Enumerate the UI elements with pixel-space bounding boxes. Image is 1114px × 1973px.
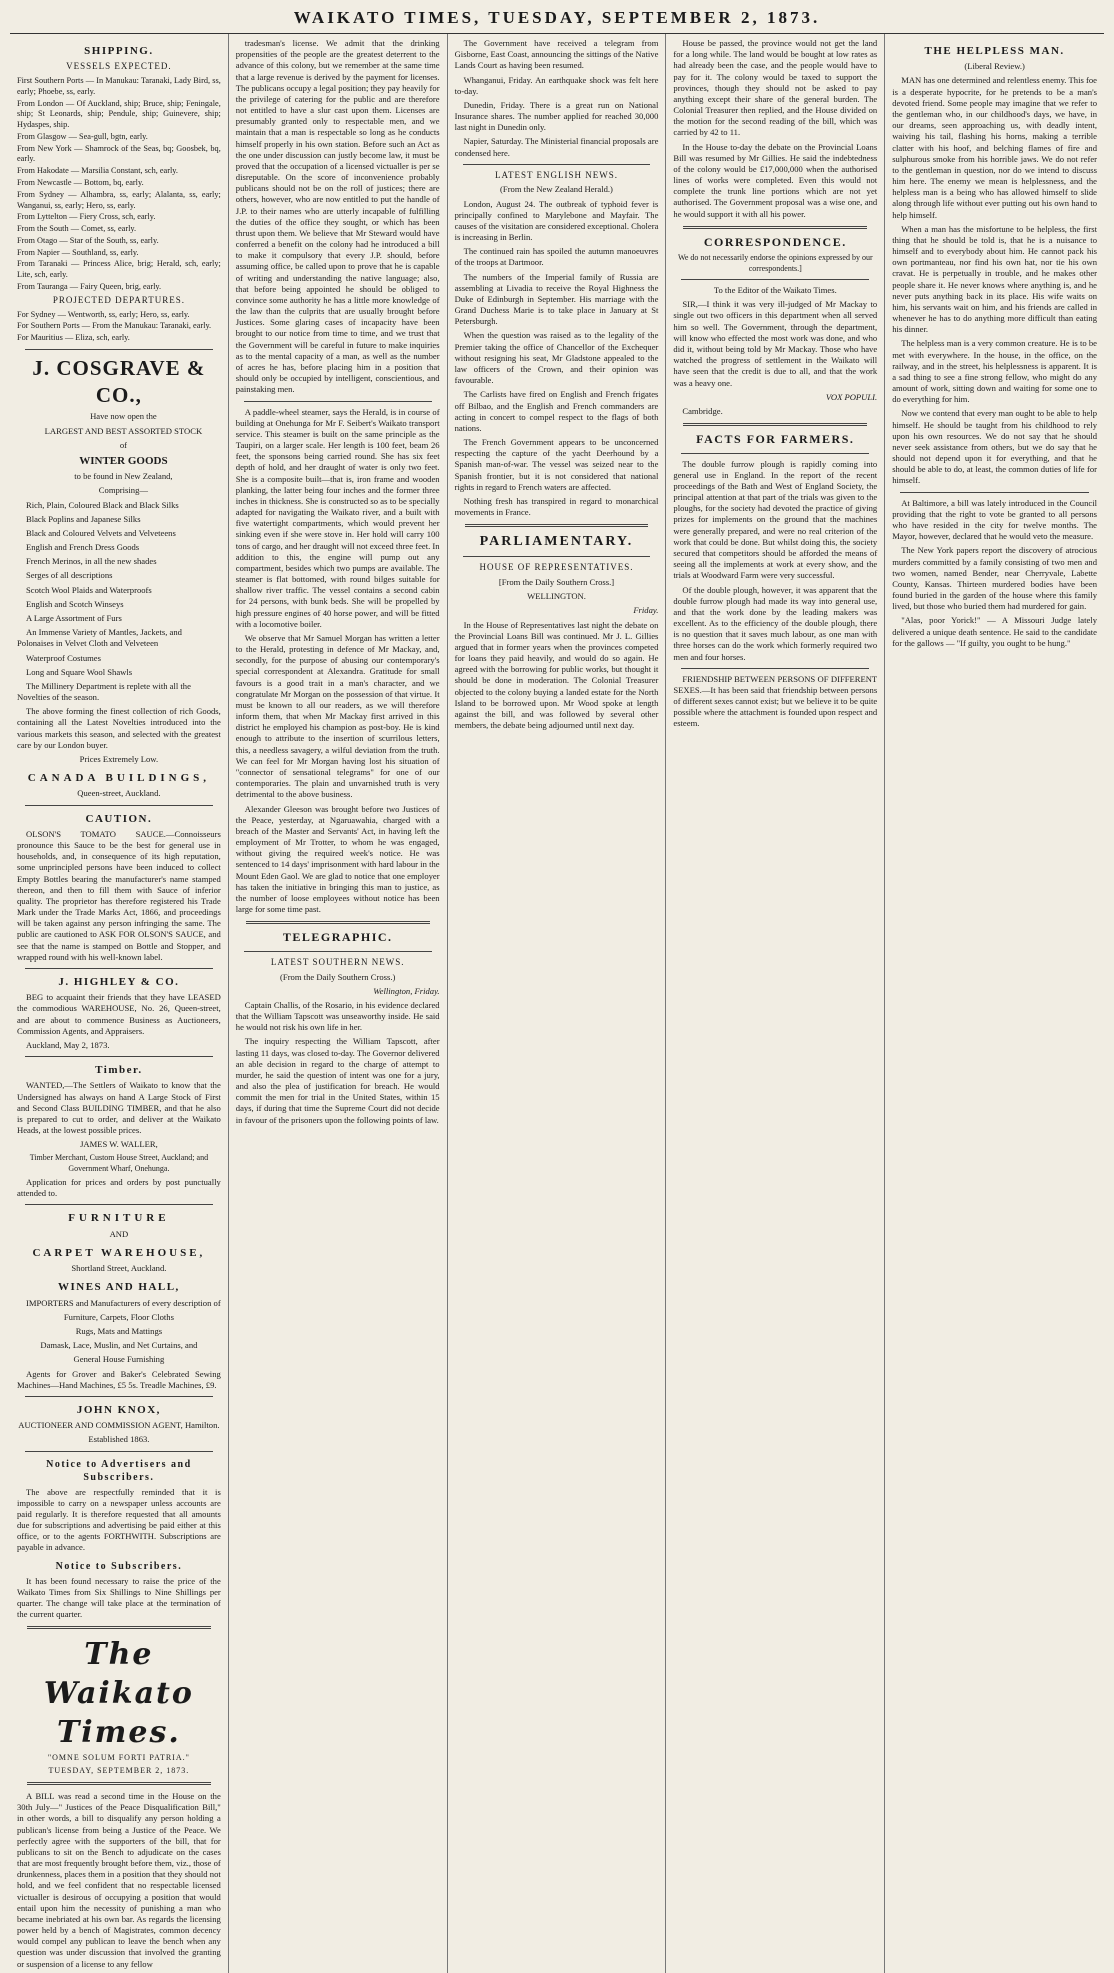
latest-english-heading: LATEST ENGLISH NEWS. [494, 169, 619, 180]
masthead: WAIKATO TIMES, TUESDAY, SEPTEMBER 2, 1873. [10, 8, 1104, 34]
parliament-paragraph: In the House to-day the debate on the Provincial Loans Bill was resumed by Mr Gillies. He said the indebtedness of the colony would be £17,000,000 when the authorised lines of works were completed. Even this would not complete the trunk line portions which are not yet authorised. The Government proposal was a wise one, and he would support it with all his power. [673, 141, 878, 219]
notice-subscribers-heading: Notice to Subscribers. [55, 1560, 183, 1572]
vessel-entry: From the South — Comet, ss, early. [17, 224, 137, 234]
column-3 [448, 34, 667, 1973]
highley-text: BEG to acquaint their friends that they have LEASED the commodious WAREHOUSE, No. 26, Queen-street, and are about to commence Business as Auctioneers, Commission Agents, and Appraisers. [17, 992, 221, 1036]
divider [683, 226, 867, 229]
vessels-list [17, 76, 221, 293]
furniture-and: AND [109, 1228, 129, 1239]
divider [25, 1056, 213, 1057]
vessel-entry: From Glasgow — Sea-gull, bgtn, early. [17, 131, 148, 141]
correspondence-note: We do not necessarily endorse the opinions expressed by our correspondents.] [677, 253, 873, 273]
timber-heading: Timber. [95, 1064, 143, 1077]
divider [246, 921, 430, 924]
wines-item: Damask, Lace, Muslin, and Net Curtains, and [40, 1340, 198, 1351]
vessel-entry: From Tauranga — Fairy Queen, brig, early. [17, 282, 162, 292]
advert-line: Have now open the [90, 411, 157, 422]
divider [25, 805, 213, 806]
divider [25, 1451, 213, 1452]
source-line: (From the Daily Southern Cross.) [280, 971, 396, 982]
departure-entry: For Sydney — Wentworth, ss, early; Hero, ss, early. [17, 309, 190, 319]
notice-advertisers-text: The above are respectfully reminded that it is impossible to carry on a newspaper unless accounts are paid regularly. It is therefore requested that all amounts due for subscriptions and advertising be paid either at this office, or to the agents FORTHWITH. Subscriptions are payable in advance. [17, 1486, 221, 1553]
article-paragraph: Now we contend that every man ought to be able to help himself. He should be taught from his childhood to rely upon his own resources. We do not say that he should never seek assistance from others, but we do say that he should not depend upon it for everything, and that he should be able to do, at least, the common duties of life for himself. [892, 408, 1097, 486]
vessel-entry: From Napier — Southland, ss, early. [17, 247, 139, 257]
divider [25, 349, 213, 350]
knox-text: AUCTIONEER AND COMMISSION AGENT, Hamilton. [18, 1420, 220, 1431]
editorial-paragraph: tradesman's license. We admit that the drinking propensities of the people are the greatest deterrent to the advance of this colony, but we remember at the same time that a large revenue is derived by the payment for licenses. The publicans occupy a legal position; they pay heavily for the privilege of catering for the public and are therefore not entitled to have a slur cast upon them. Licenses are presumably granted only to respectable men, and we maintain that a man is respectable so long as he conducts himself properly in his own station. Before such an Act as the one under discussion can justly become law, it must be proved that the occupation of a licensed victualler is per se disreputable. On the score of inconvenience probably publicans should not be on the roll of justices; there are others, however, who are now entitled to put the handle of J.P. to their names who are utterly incapable of fulfilling the duties of the office they sought, or which has been thrust upon them. We believe that Mr Steward would have conferred a benefit on the colony had he introduced a bill to make it compulsory that every J.P. should, before assuming office, be called upon to prove that he is capable of writing and understanding the native language; also, that before being appointed he should be obliged to convince some authority he has a little more knowledge of the law than the culprits that are usually brought before Justices. Some glaring cases of incapacity have been brought to our notice from time to time, and we trust that the Government will be careful in future to make inquiries as to the mental capacity of a man, as well as the number of acres he has, before placing him in a position that should only be occupied by intelligent, conscientious, and painstaking men. [235, 38, 440, 395]
divider [27, 1626, 211, 1629]
departure-entry: For Southern Ports — From the Manukau: Taranaki, early. [17, 321, 212, 331]
house-heading: HOUSE OF REPRESENTATIVES. [479, 562, 634, 573]
departures-list [17, 310, 221, 344]
vessel-entry: First Southern Ports — In Manukau: Taranaki, Lady Bird, ss, early; Phoebe, ss, early. [17, 75, 221, 96]
notice-advertisers-heading: Notice to Advertisers and Subscribers. [46, 1458, 192, 1483]
dateline: Wellington, Friday. [373, 985, 440, 996]
column-1 [10, 34, 229, 1973]
divider [463, 556, 651, 557]
english-news-paragraph: London, August 24. The outbreak of typhoid fever is principally confined to Marylebone and Mayfair. The causes of the visitation are considered exceptional. Cholera is increasing in Berlin. [454, 198, 659, 243]
vessel-entry: From Taranaki — Princess Alice, brig; Herald, sch, early; Lite, sch, early. [17, 259, 221, 280]
correspondence-heading: CORRESPONDENCE. [703, 234, 847, 249]
cosgrave-note: The above forming the finest collection of rich Goods, containing all the Latest Novelties introduced into the various markets this season, and selected with the greatest care by our London buyer. [17, 706, 221, 750]
advert-line: An Immense Variety of Mantles, Jackets, and Polonaises in Velvet Cloth and Velveteen [17, 627, 182, 649]
advert-line: of [119, 439, 127, 450]
vessel-entry: From Lyttelton — Fiery Cross, sch, early. [17, 212, 156, 222]
editorial-paragraph: A BILL was read a second time in the House on the 30th July—" Justices of the Peace Disqualification Bill," in other words, a bill to disqualify any person holding a publican's license from being a Justice of the Peace. We perfectly agree with the supporters of the bill, that for publicans to sit on the Bench to adjudicate on the cases that are most frequently brought before them, viz., those of drunkenness, places them in a position that they should not hold, and we feel confident that no respectable licensed victualler is desirous of occupying a position that would entail upon him the necessity of punishing a man who became inebriated at his own bar. As regards the licensing power held by a bench of Magistrates, common decency would compel any publican to leave the bench when any question was under discussion that involved the granting or suspension of a license to any fellow [17, 1791, 221, 1969]
english-news-paragraph: The numbers of the Imperial family of Russia are assembling at Livadia to receive the Royal Highness the Duke of Edinburgh in September. His marriage with the Grand Duchess Marie is to take place in January at St Petersburgh. [454, 271, 659, 327]
cosgrave-terms: Prices Extremely Low. [79, 753, 159, 764]
telegram-paragraph: The inquiry respecting the William Tapscott, after lasting 11 days, was closed to-day. The Governor delivered an able decision in regard to the charge of attempt to murder, he said the question of intent was one for a jury, and also the plea of justification for breach. He would commit the men for trial in the United States, within 15 days, if during that time the Supreme Court did not decide in favour of the prisoners upon the following points of law. [235, 1036, 440, 1125]
english-news-paragraph: The continued rain has spoiled the autumn manoeuvres of the troops at Dartmoor. [454, 246, 659, 268]
divider [27, 1782, 211, 1785]
column-2 [229, 34, 448, 1973]
divider [900, 492, 1089, 493]
vessel-entry: From Sydney — Alhambra, ss, early; Alalanta, ss, early; Wanganui, ss, early; Hero, ss, early. [17, 189, 221, 210]
wines-item: General House Furnishing [73, 1354, 165, 1365]
timber-address: Timber Merchant, Custom House Street, Auckland; and Government Wharf, Onehunga. [29, 1153, 209, 1173]
timber-text: WANTED,—The Settlers of Waikato to know that the Undersigned has always on hand A Large Stock of First and Second Class BUILDING TIMBER, and that he also is prepared to cut to order, and deliver at the Waikato Heads, at the lowest possible prices. [17, 1080, 221, 1136]
divider [244, 401, 432, 402]
divider [681, 453, 869, 454]
news-paragraph: At Baltimore, a bill was lately introduced in the Council providing that the right to vote be granted to all persons who have resided in the city for twelve months. The Mayor, however, declared that he would veto the measure. [892, 497, 1097, 542]
telegram-paragraph: Whanganui, Friday. An earthquake shock was felt here to-day. [454, 74, 659, 96]
advert-line: Comprising— [98, 485, 148, 496]
divider [681, 279, 869, 280]
issue-date: TUESDAY, SEPTEMBER 2, 1873. [48, 1765, 190, 1775]
notice-subscribers-text: It has been found necessary to raise the price of the Waikato Times from Six Shillings to Nine Shillings per quarter. The change will take place at the termination of the current quarter. [17, 1575, 221, 1620]
source-line: [From the Daily Southern Cross.] [498, 577, 615, 588]
newspaper-motto: "OMNE SOLUM FORTI PATRIA." [47, 1753, 190, 1763]
cosgrave-advert-lines [17, 411, 221, 703]
parliament-paragraph: House be passed, the province would not get the land for a long while. The land would be bought at low rates as had already been the case, and the people would have to pay for it. The colony would be taxed to support the provinces, though they should not be asked to pay anything except their share of the general burden. The Colonial Treasurer then replied, and the House divided on the motion for the second reading of the bill, which was carried by 42 to 11. [673, 38, 878, 138]
telegraphic-heading: TELEGRAPHIC. [282, 930, 393, 945]
highley-date: Auckland, May 2, 1873. [26, 1039, 110, 1050]
divider [244, 951, 432, 952]
vessel-entry: From Hakodate — Marsilia Constant, sch, early. [17, 166, 178, 176]
english-news-paragraph: The French Government appears to be unconcerned respecting the capture of the yacht Deerhound by a Spanish man-of-war. The vessel was seized near to the Spanish frontier, but it is not considered that national rights in regard to French waters are affected. [454, 437, 659, 492]
helpless-man-heading: THE HELPLESS MAN. [924, 45, 1065, 57]
letter-salutation: To the Editor of the Waikato Times. [713, 285, 837, 296]
advert-line: A Large Assortment of Furs [26, 612, 122, 623]
column-5 [885, 34, 1104, 1973]
telegram-paragraph: Napier, Saturday. The Ministerial financial proposals are condensed here. [454, 136, 659, 158]
advert-line: English and Scotch Winseys [26, 598, 124, 609]
letter-signature: VOX POPULI. [825, 391, 878, 402]
divider [465, 524, 649, 527]
location-line: WELLINGTON. [527, 591, 586, 602]
timber-name: JAMES W. WALLER, [80, 1139, 158, 1150]
news-paragraph: We observe that Mr Samuel Morgan has written a letter to the Herald, protesting in defence of Mr Mackay, and, secondly, for the purpose of abusing our contemporary's special correspondent at Alexandra. Gratitude for small favours is a good trait in a man's character, and we congratulate Mr Morgan on the possession of that virtue. It must be known to all our readers, as we will therefore inform them, that when Mr Mackay first arrived in this district he employed his champion as post-boy. He is kind enough to attribute to the insertion of scurrilous letters, this, a needless savagery, a wilful deviation from the truth. We can feel for Mr Morgan having lost his situation of "connector of sensational telegrams" for one of our contemporaries. The plain and unvarnished truth is very detrimental to the above business. [235, 632, 440, 800]
news-paragraph: The New York papers report the discovery of atrocious murders committed by a family consisting of two men and two women, named Bender, near Cherryvale, Labette County, Kansas. Thirteen murdered bodies have been found buried in the garden of the house where this family lived, but those who buried them had murdered for gain. [892, 545, 1097, 612]
friendship-paragraph: FRIENDSHIP BETWEEN PERSONS OF DIFFERENT SEXES.—It has been said that friendship between persons of different sexes cannot exist; but we believe it to be quite possible where the attachment is founded upon respect and esteem. [673, 673, 878, 729]
vessel-entry: From Otago — Star of the South, ss, early. [17, 235, 159, 245]
carpet-address: Shortland Street, Auckland. [71, 1263, 167, 1274]
farmers-paragraph: The double furrow plough is rapidly coming into general use in England. In the report of the recent proceedings of the Bath and West of England Society, the principal attention at that part of the trials was given to the ploughs, for the society had devoted the practice of giving prizes for implements on the ground that the machines were generally prepared, and were no real criterion of the work that could be done. But whilst doing this, the society secured that competitors should be afforded the means of seeing all the implements at work at every show, and the trials at Woodward Farm were very successful. [673, 458, 878, 581]
caution-text: OLSON'S TOMATO SAUCE.—Connoisseurs pronounce this Sauce to be the best for general use in households, and, in consequence of its high reputation, some unprincipled persons have been induced to collect Empty Bottles bearing the manufacturer's name stamped thereon, and then to fill them with Sauce of inferior quality. The proprietor has therefore registered his Trade Mark under the Trade Marks Act, 1866, and proceedings will be taken against any person infringing the same. The public are cautioned to ASK FOR OLSON'S SAUCE, and see that the name is stamped on Bottle and Stopper, and wrapped round with his well-known label. [17, 828, 221, 962]
canada-buildings: CANADA BUILDINGS, [27, 772, 211, 785]
vessel-entry: From New York — Shamrock of the Seas, bq; Goosbek, bq, early. [17, 143, 221, 164]
advert-line: English and French Dress Goods [26, 542, 140, 553]
column-4 [666, 34, 885, 1973]
carpet-heading: CARPET WAREHOUSE, [32, 1246, 206, 1259]
news-paragraph: Alexander Gleeson was brought before two Justices of the Peace, yesterday, at Ngaruawahia, charged with a breach of the Master and Servants' Act, in having left the employment of Mr Trotter, to whom he was engaged, without giving the required week's notice. He was sentenced to 14 days' imprisonment with hard labour in the Mount Eden Gaol. We are glad to notice that one employer has taken the initiative in bringing this man to justice, as the number of loose employees without notice has been large for some time past. [235, 803, 440, 915]
advert-line: WINTER GOODS [79, 454, 168, 467]
vessel-entry: From Newcastle — Bottom, bq, early. [17, 178, 144, 188]
article-paragraph: The helpless man is a very common creature. He is to be met with everywhere. In the house, in the office, on the railway, and in the street, his helplessness is apparent. It is a sad thing to see a fine strong fellow, who might do any amount of work, sitting down and waiting for some one to do everything for him. [892, 338, 1097, 405]
parliamentary-heading: PARLIAMENTARY. [479, 534, 634, 550]
departures-heading: PROJECTED DEPARTURES. [52, 294, 185, 305]
advert-line: Black and Coloured Velvets and Velveteens [26, 527, 176, 538]
advert-line: French Merinos, in all the new shades [26, 556, 157, 567]
newspaper-nameplate: The Waikato Times. [43, 1637, 194, 1751]
advert-line: Serges of all descriptions [26, 570, 113, 581]
article-paragraph: MAN has one determined and relentless enemy. This foe is a desperate hypocrite, for he pretends to be a man's devoted friend. Some people may imagine that we refer to the gentleman who, in our childhood's days, we have, in our dreams, seen approaching us, with deadly intent, waiving his tail, flashing his horns, making a terrible clatter with his hoof, and belching flames of fire and sulphurous smoke from his horrible jaws. We do not refer to the gentleman in question, nor do we intend to discuss him here. The enemy we mean is helplessness, and the helpless man is a being who has allowed himself to slide along through life without ever putting out his own hand to help himself. [892, 75, 1097, 220]
divider [681, 668, 869, 669]
source-line: (From the New Zealand Herald.) [500, 184, 613, 195]
advert-line: to be found in New Zealand, [74, 471, 173, 482]
advert-line: Waterproof Costumes [26, 652, 101, 663]
letter-place: Cambridge. [682, 405, 723, 416]
english-news-paragraph: When the question was raised as to the legality of the Premier taking the office of Chancellor of the Exchequer without resigning his seat, Mr Gladstone appealed to the law officers of the Crown, and their opinion was favourable. [454, 330, 659, 386]
parliament-paragraph: In the House of Representatives last night the debate on the Provincial Loans Bill was continued. Mr J. L. Gillies argued that in former years when the provinces competed for loans they paid heavily, and would do so again. He agreed with the borrowing for public works, but thought it should be done in moderation. The Colonial Treasurer objected to the colony buying a landed estate for the North Island to be borrowed upon. Mr Wood spoke at length against the bill, and was followed by several other members, the debate being adjourned until next day. [454, 619, 659, 731]
divider [25, 1396, 213, 1397]
divider [25, 1204, 213, 1205]
english-news-paragraph: Nothing fresh has transpired in regard to monarchical movements in France. [454, 495, 659, 518]
wines-agents: Agents for Grover and Baker's Celebrated Sewing Machines—Hand Machines, £5 5s. Treadle Machines, £9. [17, 1368, 221, 1390]
farmers-paragraph: Of the double plough, however, it was apparent that the double furrow plough had made its way into general use, and that the work done by the leading makers was excellent. As to the efficiency of the double plough, there is no question that it saves much labour, as one man with three horses can do the work which formerly required two men and four horses. [673, 584, 878, 662]
latest-southern-heading: LATEST SOUTHERN NEWS. [270, 956, 405, 967]
telegram-paragraph: Dunedin, Friday. There is a great run on National Insurance shares. The number applied for reached 30,000 last night in Dunedin only. [454, 99, 659, 133]
news-paragraph: A paddle-wheel steamer, says the Herald, is in course of building at Onehunga for Mr F. Seibert's Waikato transport service. This steamer is built on the same principle as the Taupiri, on a larger scale. Her length is 100 feet, beam 26 feet, the sponsons being carried round. She has six feet depth of hold, and her draught of water is only two feet. She is a composite built—that is, iron frame and wooden planking, the latter being four inches and the former three inches in thickness. She is constructed so as to be specially adapted for navigating the Waikato river, and a built with five watertight compartments, which would prevent her sinking even if she were stove in. Her hold will carry 100 tons of cargo, and her draught will not exceed three feet. In addition to this, the engine will pump out any compartment, besides which two pumps are available. The steamer is flat bottomed, with round bilges suitable for shallow river traffic. The vessel contains a second cabin for 24 persons, with bunk beds. She will be propelled by high pressure engines of 40 horse power, and will be fitted with a locomotive boiler. [235, 406, 440, 629]
highley-heading: J. HIGHLEY & CO. [58, 975, 180, 988]
advert-line: Black Poplins and Japanese Silks [26, 513, 141, 524]
advert-line: Rich, Plain, Coloured Black and Black Silks [26, 499, 179, 510]
divider [25, 968, 213, 969]
source-line: (Liberal Review.) [964, 61, 1025, 72]
wines-heading: WINES AND HALL, [57, 1281, 180, 1294]
dateline: Friday. [633, 605, 659, 616]
canada-street: Queen-street, Auckland. [77, 788, 161, 799]
shipping-heading: SHIPPING. [84, 45, 154, 57]
wines-item: Rugs, Mats and Mattings [75, 1326, 163, 1337]
telegram-paragraph: The Government have received a telegram from Gisborne, East Coast, announcing the sittings of the Native Lands Court as having been resumed. [454, 38, 659, 71]
advert-line: The Millinery Department is replete with all the Novelties of the season. [17, 680, 191, 703]
vessels-expected-heading: VESSELS EXPECTED. [66, 61, 172, 72]
telegram-paragraph: Captain Challis, of the Rosario, in his evidence declared that the William Tapscott was unseaworthy inside. He said he would not risk his own life in her. [235, 999, 440, 1033]
facts-for-farmers-heading: FACTS FOR FARMERS. [696, 432, 855, 447]
vessel-entry: From London — Of Auckland, ship; Bruce, ship; Feningale, ship; St Leonards, ship; Pendule, ship; Guinevere, ship; Hydaspes, ship. [17, 98, 221, 130]
furniture-heading: FURNITURE [68, 1212, 170, 1225]
knox-established: Established 1863. [88, 1434, 150, 1445]
article-paragraph: When a man has the misfortune to be helpless, the first thing that he should be told is, that he is a nuisance to himself and to everybody about him. He cannot pack his own portmanteau, nor find his own hat, nor tie his own cravat. He is perpetually in trouble, and he makes other people share it. He never knows where anything is, and he never puts anything back in its place. His wife waits on him, his servants wait on him, and his friends are called in whenever he has to do anything more difficult than eating his dinner. [892, 223, 1097, 335]
letter-text: SIR,—I think it was very ill-judged of Mr Mackay to single out two officers in this department when all served him so well. The Government, through the department, will know who effected the most work was done, and who did it, without being told by Mr Mackay. Those who have watched the progress of settlement in the Waikato will have seen that the credit is due to all, and that the work was a heavy one. [673, 299, 878, 388]
wines-text: IMPORTERS and Manufacturers of every description of [26, 1297, 221, 1308]
timber-note: Application for prices and orders by post punctually attended to. [17, 1177, 221, 1199]
divider [683, 423, 867, 426]
departure-entry: For Mauritius — Eliza, sch, early. [17, 333, 130, 343]
knox-heading: JOHN KNOX, [76, 1403, 161, 1416]
cosgrave-advert-title: J. COSGRAVE & CO., [32, 355, 206, 408]
caution-heading: CAUTION. [85, 812, 153, 825]
columns [10, 34, 1104, 1969]
advert-line: LARGEST AND BEST ASSORTED STOCK [44, 425, 203, 436]
wines-item: Furniture, Carpets, Floor Cloths [63, 1311, 174, 1322]
advert-line: Scotch Wool Plaids and Waterproofs [26, 584, 152, 595]
divider [463, 164, 651, 165]
advert-line: Long and Square Wool Shawls [26, 666, 133, 677]
english-news-paragraph: The Carlists have fired on English and French frigates off Bilbao, and the English and French commanders are acting in concert to compel respect to the flags of both nations. [454, 389, 659, 433]
news-paragraph: "Alas, poor Yorick!" — A Missouri Judge lately delivered a unique death sentence. He said to the candidate for the gallows — "If guilty, you ought to be hung." [892, 615, 1097, 648]
